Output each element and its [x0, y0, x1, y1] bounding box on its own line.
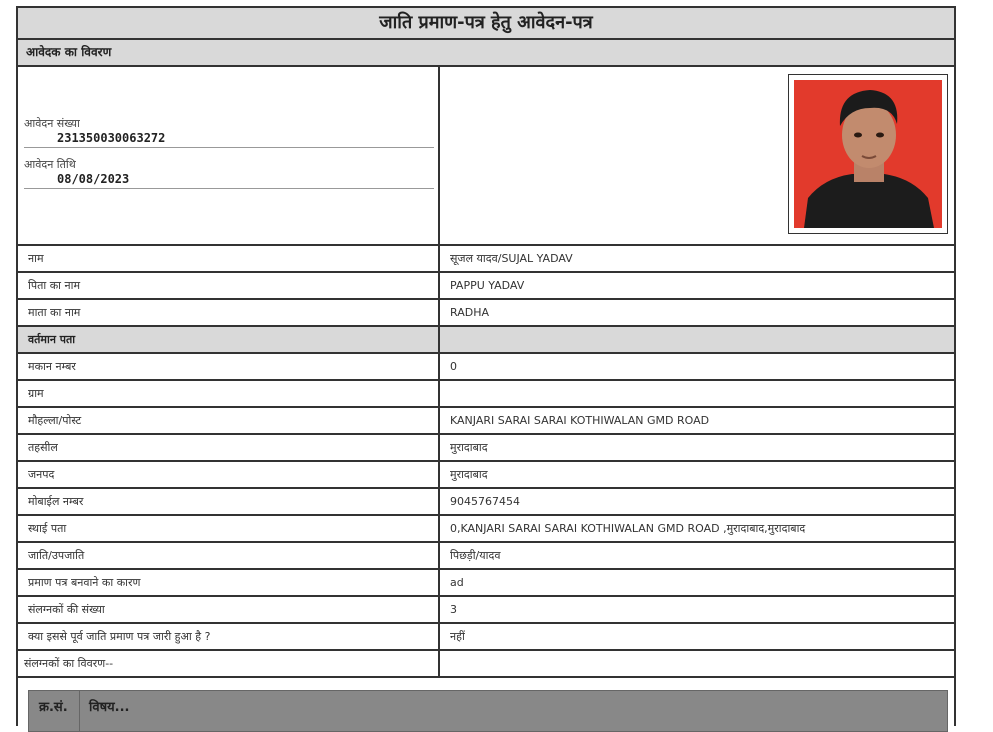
row-caste-subcaste — [18, 543, 954, 570]
application-number-field — [24, 116, 434, 148]
row-name — [18, 246, 954, 273]
row-certificate-reason — [18, 570, 954, 597]
attachments-table-header — [28, 690, 948, 732]
row-mother-name — [18, 300, 954, 327]
row-value — [440, 651, 954, 676]
row-label: प्रमाण पत्र बनवाने का कारण — [18, 570, 440, 595]
column-divider — [79, 691, 80, 731]
row-label: ग्राम — [18, 381, 440, 406]
row-previous-certificate — [18, 624, 954, 651]
row-label: मोबाईल नम्बर — [18, 489, 440, 514]
row-attachment-details — [18, 651, 954, 678]
application-number-label: आवेदन संख्या — [24, 117, 80, 130]
row-value: 0 — [450, 360, 457, 373]
row-district — [18, 462, 954, 489]
page-title: जाति प्रमाण-पत्र हेतु आवेदन-पत्र — [18, 8, 954, 40]
row-value: मुरादाबाद — [450, 468, 488, 481]
application-date-label: आवेदन तिथि — [24, 158, 76, 171]
row-label: मकान नम्बर — [18, 354, 440, 379]
row-value: नहीं — [450, 630, 465, 643]
row-label: पिता का नाम — [18, 273, 440, 298]
row-value: पिछड़ी/यादव — [450, 549, 501, 562]
application-info-cell — [18, 67, 440, 244]
row-value: PAPPU YADAV — [450, 279, 525, 292]
application-form — [16, 6, 956, 726]
row-label: संलग्नकों की संख्या — [18, 597, 440, 622]
row-locality-post — [18, 408, 954, 435]
row-value: KANJARI SARAI SARAI KOTHIWALAN GMD ROAD — [450, 414, 710, 427]
row-attachment-count — [18, 597, 954, 624]
row-label: जनपद — [18, 462, 440, 487]
applicant-photo — [794, 80, 942, 228]
row-label: स्थाई पता — [18, 516, 440, 541]
section-current-address-blank — [440, 327, 954, 352]
application-date-field — [24, 157, 434, 189]
row-house-number — [18, 354, 954, 381]
row-value: 9045767454 — [450, 495, 520, 508]
application-number-value: 231350030063272 — [57, 131, 166, 145]
col-serial-header: क्र.सं. — [39, 700, 68, 715]
row-value: 3 — [450, 603, 457, 616]
col-subject-header: विषय... — [89, 700, 130, 715]
section-applicant-details: आवेदक का विवरण — [18, 40, 954, 67]
row-value: ad — [450, 576, 464, 589]
applicant-photo-frame — [788, 74, 948, 234]
row-value: सूजल यादव/SUJAL YADAV — [450, 252, 573, 265]
application-info-row — [18, 67, 954, 246]
row-tehsil — [18, 435, 954, 462]
row-value: 0,KANJARI SARAI SARAI KOTHIWALAN GMD ROAD ,मुरादाबाद,मुरादाबाद — [450, 522, 806, 535]
row-value — [440, 381, 954, 406]
row-label: क्या इससे पूर्व जाति प्रमाण पत्र जारी हुआ है ? — [18, 624, 440, 649]
row-label: संलग्नकों का विवरण-- — [18, 651, 440, 676]
row-label: जाति/उपजाति — [18, 543, 440, 568]
section-current-address — [18, 327, 954, 354]
row-label: तहसील — [18, 435, 440, 460]
row-label: नाम — [18, 246, 440, 271]
row-village — [18, 381, 954, 408]
section-current-address-label: वर्तमान पता — [18, 327, 440, 352]
row-permanent-address — [18, 516, 954, 543]
row-mobile-number — [18, 489, 954, 516]
row-label: माता का नाम — [18, 300, 440, 325]
row-father-name — [18, 273, 954, 300]
row-label: मौहल्ला/पोस्ट — [18, 408, 440, 433]
application-date-value: 08/08/2023 — [57, 172, 130, 186]
row-value: मुरादाबाद — [450, 441, 488, 454]
row-value: RADHA — [450, 306, 489, 319]
